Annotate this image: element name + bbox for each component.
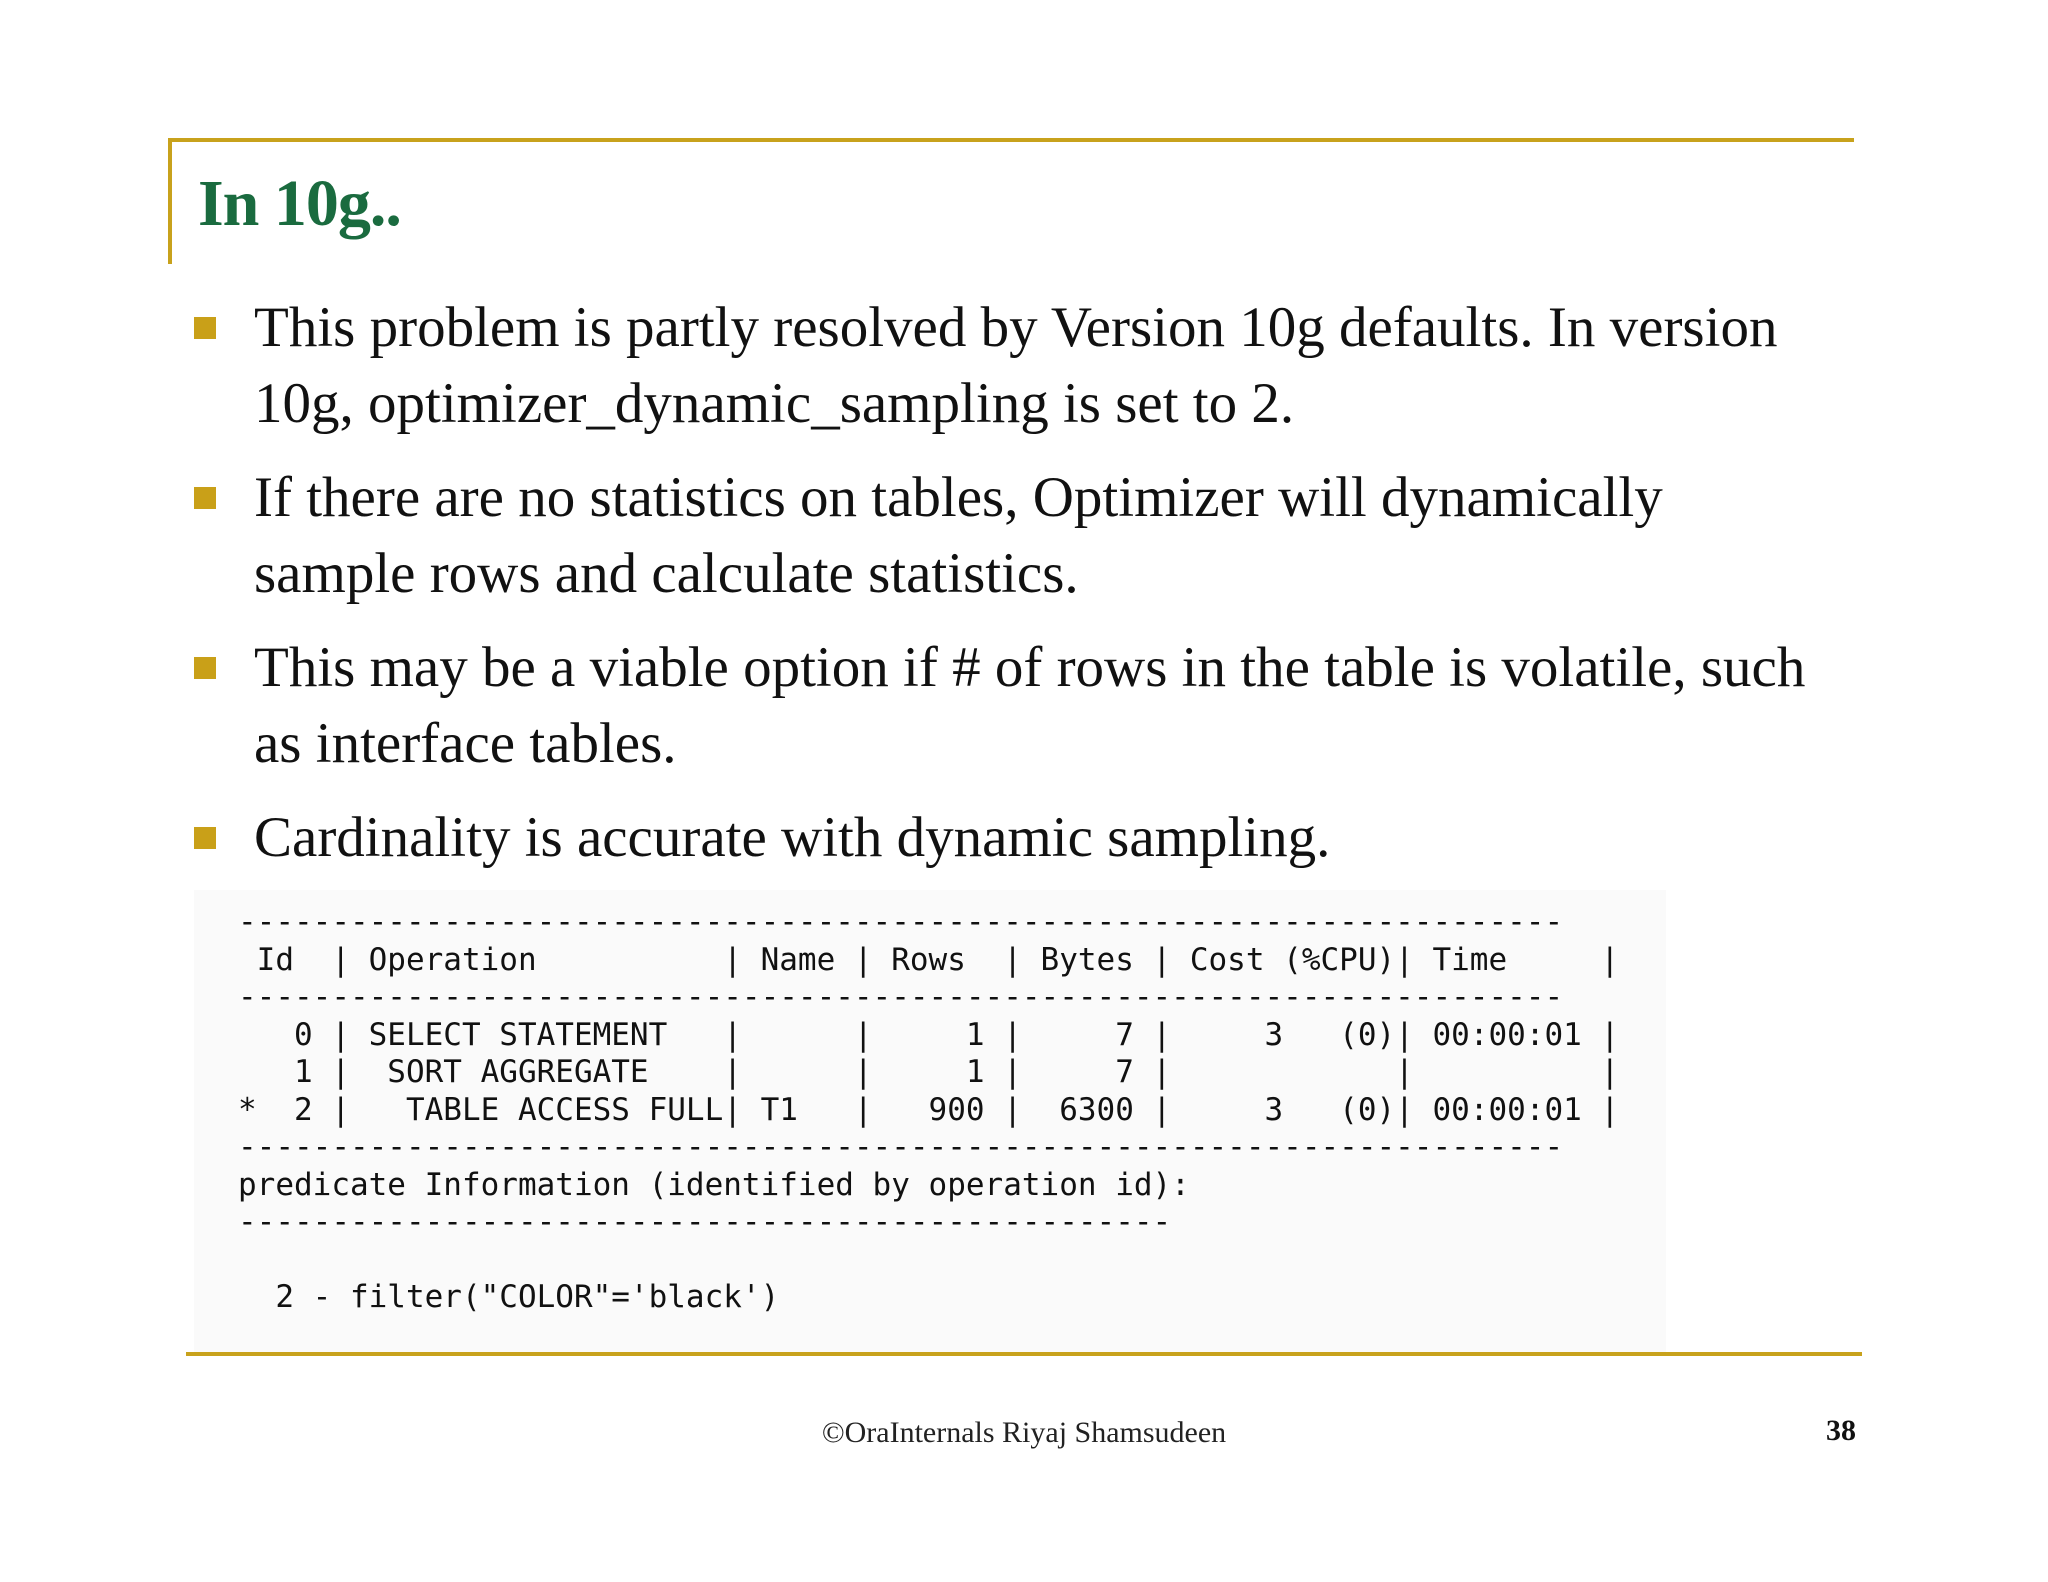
code-line: -------------------------------------------------- <box>238 1204 1172 1240</box>
square-bullet-icon <box>194 317 216 339</box>
execution-plan-box <box>194 890 1666 1352</box>
footer-rule <box>186 1352 1862 1356</box>
title-top-rule <box>168 138 1854 142</box>
square-bullet-icon <box>194 487 216 509</box>
code-line: ----------------------------------------------------------------------- <box>238 904 1564 940</box>
title-left-rule <box>168 138 172 264</box>
footer-credit: ©OraInternals Riyaj Shamsudeen <box>821 1416 1227 1449</box>
code-line: 0 | SELECT STATEMENT | | 1 | 7 | 3 (0)| 00:00:01 | <box>238 1016 1620 1053</box>
code-line: Id | Operation | Name | Rows | Bytes | Cost (%CPU)| Time | <box>238 941 1620 978</box>
bullet-text: This problem is partly resolved by Version 10g defaults. In version 10g, optimizer_dynamic_sampling is set to 2. <box>254 296 1778 435</box>
bullet-item <box>190 630 1810 782</box>
bullet-text: If there are no statistics on tables, Optimizer will dynamically sample rows and calculate statistics. <box>254 466 1663 605</box>
slide-title: In 10g.. <box>198 167 401 240</box>
bullet-text: This may be a viable option if # of rows in the table is volatile, such as interface tables. <box>254 636 1806 775</box>
execution-plan-code <box>238 904 1619 1317</box>
code-line: ----------------------------------------------------------------------- <box>238 979 1564 1015</box>
bullet-item <box>190 290 1810 442</box>
bullet-item <box>190 800 1810 876</box>
title-frame <box>168 138 1854 264</box>
bullet-text: Cardinality is accurate with dynamic sampling. <box>254 806 1331 869</box>
code-line: predicate Information (identified by operation id): <box>238 1166 1190 1203</box>
code-line: ----------------------------------------------------------------------- <box>238 1129 1564 1165</box>
bullet-list <box>190 290 1810 894</box>
bullet-item <box>190 460 1810 612</box>
code-line: * 2 | TABLE ACCESS FULL| T1 | 900 | 6300 | 3 (0)| 00:00:01 | <box>238 1091 1620 1128</box>
square-bullet-icon <box>194 657 216 679</box>
square-bullet-icon <box>194 827 216 849</box>
code-line: 2 - filter("COLOR"='black') <box>238 1279 780 1315</box>
page-number: 38 <box>1826 1414 1856 1447</box>
code-line: 1 | SORT AGGREGATE | | 1 | 7 | | | <box>238 1054 1620 1090</box>
